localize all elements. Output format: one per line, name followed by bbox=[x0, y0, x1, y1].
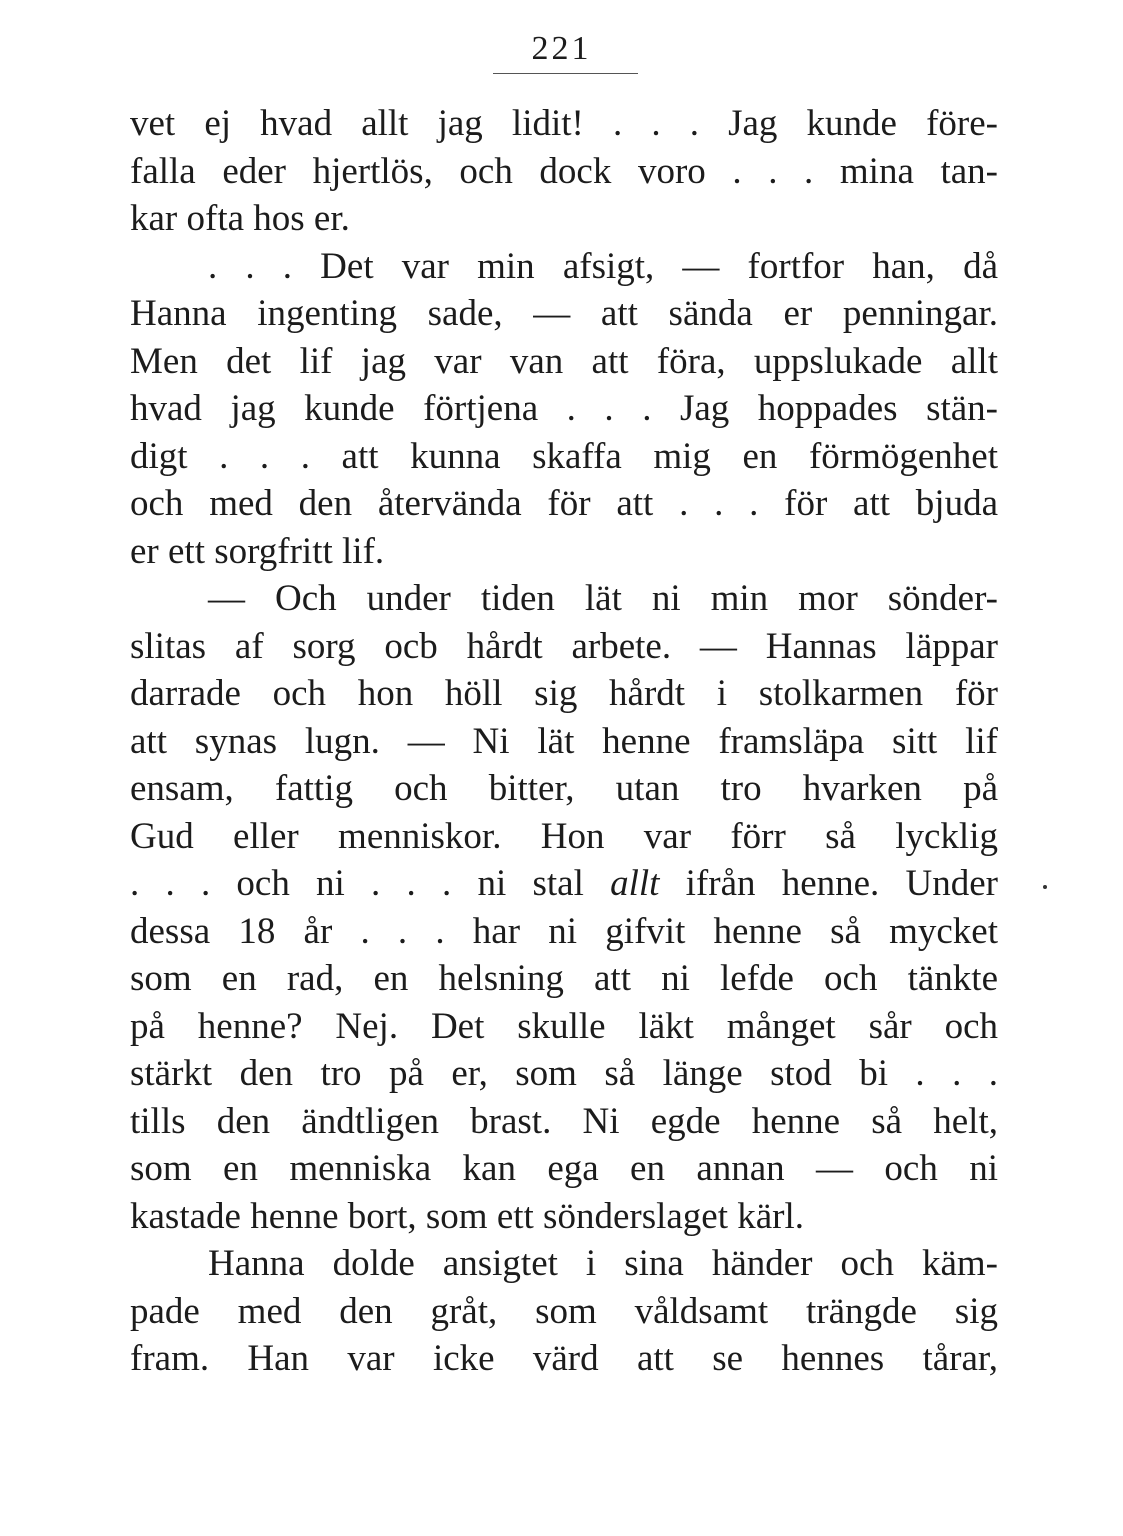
text-line: Men det lif jag var van att föra, uppslukade allt bbox=[130, 340, 998, 382]
text-line: hvad jag kunde förtjena . . . Jag hoppades stän- bbox=[130, 388, 998, 429]
page-number: 221 bbox=[531, 30, 592, 67]
text-line: Hanna dolde ansigtet i sina händer och käm- bbox=[208, 1243, 998, 1284]
text-line: kastade henne bort, som ett sönderslaget kärl. bbox=[130, 1195, 805, 1237]
text-line: . . . Det var min afsigt, — fortfor han, då bbox=[208, 245, 998, 287]
text-line: digt . . . att kunna skaffa mig en förmögenhet bbox=[130, 435, 998, 477]
text-line: darrade och hon höll sig hårdt i stolkarmen för bbox=[130, 673, 998, 714]
text-fragment: ifrån henne. Under bbox=[659, 863, 998, 904]
emphasized-word: allt bbox=[610, 863, 660, 904]
text-line: som en rad, en helsning att ni lefde och tänkte bbox=[130, 958, 998, 999]
text-line: och med den återvända för att . . . för att bjuda bbox=[130, 483, 998, 524]
text-line: kar ofta hos er. bbox=[130, 198, 350, 239]
page-number-rule bbox=[493, 73, 638, 74]
text-line: — Och under tiden lät ni min mor sönder- bbox=[208, 578, 998, 619]
text-line: er ett sorgfritt lif. bbox=[130, 530, 385, 572]
text-line: Hanna ingenting sade, — att sända er penningar. bbox=[130, 293, 998, 334]
text-line: på henne? Nej. Det skulle läkt månget sår och bbox=[130, 1005, 998, 1047]
body-text bbox=[130, 100, 998, 1383]
text-line: dessa 18 år . . . har ni gifvit henne så mycket bbox=[130, 910, 998, 952]
text-line: vet ej hvad allt jag lidit! . . . Jag kunde före- bbox=[130, 103, 998, 144]
text-line: Gud eller menniskor. Hon var förr så lycklig bbox=[130, 815, 998, 857]
margin-mark bbox=[1043, 885, 1047, 889]
text-line: ensam, fattig och bitter, utan tro hvarken på bbox=[130, 768, 998, 809]
text-line: slitas af sorg ocb hårdt arbete. — Hannas läppar bbox=[130, 625, 998, 667]
text-fragment: . . . och ni . . . ni stal bbox=[130, 863, 611, 904]
text-line: falla eder hjertlös, och dock voro . . . mina tan- bbox=[130, 150, 998, 192]
text-line: pade med den gråt, som våldsamt trängde sig bbox=[130, 1290, 998, 1332]
text-line: fram. Han var icke värd att se hennes tårar, bbox=[130, 1338, 998, 1379]
text-line: tills den ändtligen brast. Ni egde henne så helt, bbox=[130, 1100, 998, 1142]
text-line: stärkt den tro på er, som så länge stod bi . . . bbox=[130, 1053, 998, 1094]
text-line: att synas lugn. — Ni lät henne framsläpa sitt lif bbox=[130, 720, 998, 762]
text-line-emphasis bbox=[130, 860, 998, 908]
text-line: som en menniska kan ega en annan — och ni bbox=[130, 1148, 998, 1189]
